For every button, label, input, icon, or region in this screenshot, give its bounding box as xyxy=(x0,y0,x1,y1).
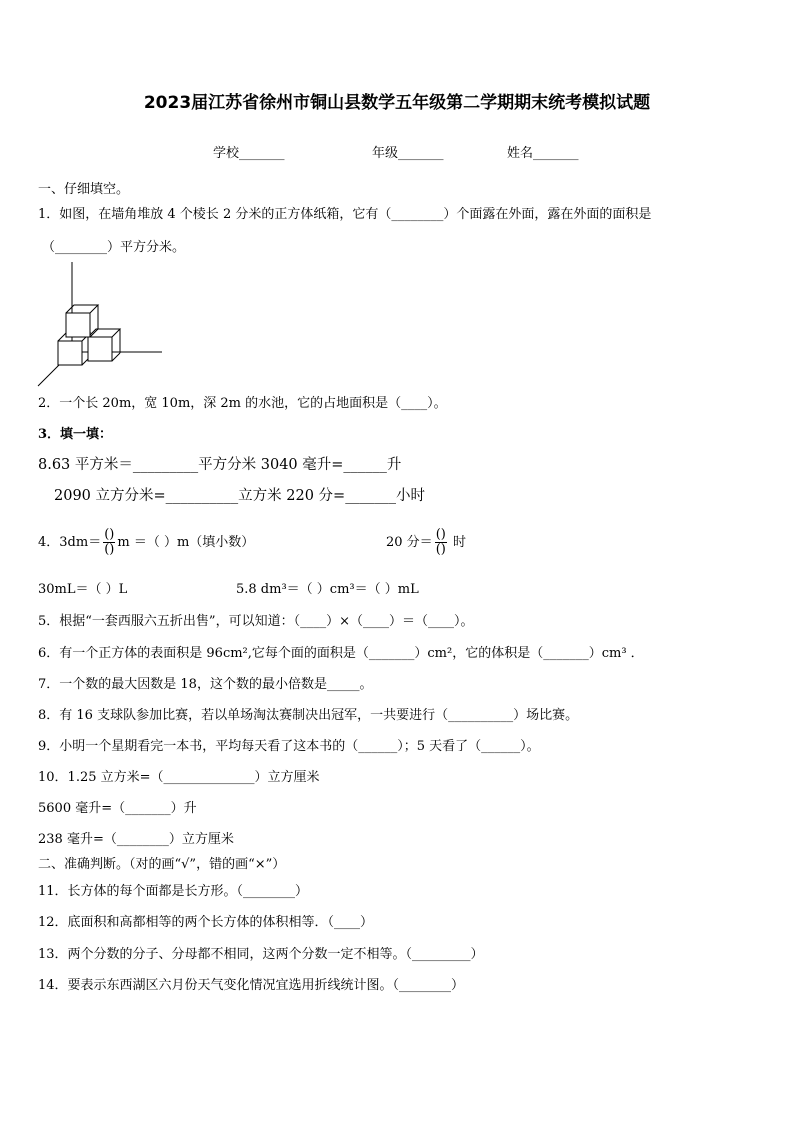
stacked-cubes-figure xyxy=(36,262,166,388)
question-7: 7．一个数的最大因数是 18，这个数的最小倍数是_____。 xyxy=(38,677,373,692)
exam-title: 2023届江苏省徐州市铜山县数学五年级第二学期期末统考模拟试题 xyxy=(143,93,651,113)
question-12: 12．底面积和高都相等的两个长方体的体积相等．（____） xyxy=(38,915,374,930)
fraction-1-numerator: () xyxy=(104,527,115,542)
question-5: 5．根据“一套西服六五折出售”，可以知道：（____）×（____）＝（____）。 xyxy=(38,614,474,629)
school-field: 学校_______ xyxy=(213,146,285,161)
question-4-right xyxy=(386,528,466,558)
question-4-line2-right: 5.8 dm³＝（ ）cm³＝（ ）mL xyxy=(236,582,419,597)
question-13: 13．两个分数的分子、分母都不相同，这两个分数一定不相等。（_________） xyxy=(38,947,484,962)
question-4-right-prefix: 20 分＝ xyxy=(386,535,433,550)
question-1-line2: （________）平方分米。 xyxy=(42,240,186,255)
name-field: 姓名_______ xyxy=(507,146,579,161)
grade-field: 年级_______ xyxy=(372,146,444,161)
question-2: 2．一个长 20m，宽 10m，深 2m 的水池，它的占地面积是（____）。 xyxy=(38,396,447,411)
question-4-mid: m ＝（ ）m（填小数） xyxy=(117,535,255,550)
question-10-line3: 238 毫升=（________）立方厘米 xyxy=(38,832,234,847)
question-10-line2: 5600 毫升=（_______）升 xyxy=(38,801,197,816)
question-3-heading: 3．填一填： xyxy=(38,427,113,442)
fraction-2 xyxy=(435,528,447,557)
question-10-line1: 10．1.25 立方米=（______________）立方厘米 xyxy=(38,770,320,785)
question-8: 8．有 16 支球队参加比赛，若以单场淘汰赛制决出冠军，一共要进行（__________）场比赛。 xyxy=(38,708,579,723)
question-6: 6．有一个正方体的表面积是 96cm²,它每个面的面积是（_______）cm²，它的体积是（_______）cm³ ． xyxy=(38,646,644,661)
question-3-line2: 2090 立方分米=__________立方米 220 分=_______小时 xyxy=(54,488,425,504)
question-9: 9．小明一个星期看完一本书，平均每天看了这本书的（______）；5 天看了（______）。 xyxy=(38,739,540,754)
fraction-2-numerator: () xyxy=(435,527,446,542)
question-4-line1 xyxy=(38,528,254,558)
question-11: 11．长方体的每个面都是长方形。（________） xyxy=(38,884,309,899)
question-3-line1: 8.63 平方米＝_________平方分米 3040 毫升=______升 xyxy=(38,457,402,473)
section2-heading: 二、准确判断。（对的画“√”，错的画“×”） xyxy=(38,857,286,872)
fraction-2-denominator: () xyxy=(435,542,446,557)
fraction-1-denominator: () xyxy=(104,542,115,557)
question-14: 14．要表示东西湖区六月份天气变化情况宜选用折线统计图。（________） xyxy=(38,978,465,993)
fraction-1 xyxy=(103,528,115,557)
section1-heading: 一、仔细填空。 xyxy=(38,182,130,197)
question-4-line2-left: 30mL＝（ ）L xyxy=(38,582,128,597)
question-4-right-suffix: 时 xyxy=(452,535,466,550)
question-4-prefix: 4．3dm＝ xyxy=(38,535,102,550)
question-1-line1: 1．如图，在墙角堆放 4 个棱长 2 分米的正方体纸箱，它有（________）个面露在外面，露在外面的面积是 xyxy=(38,207,652,222)
